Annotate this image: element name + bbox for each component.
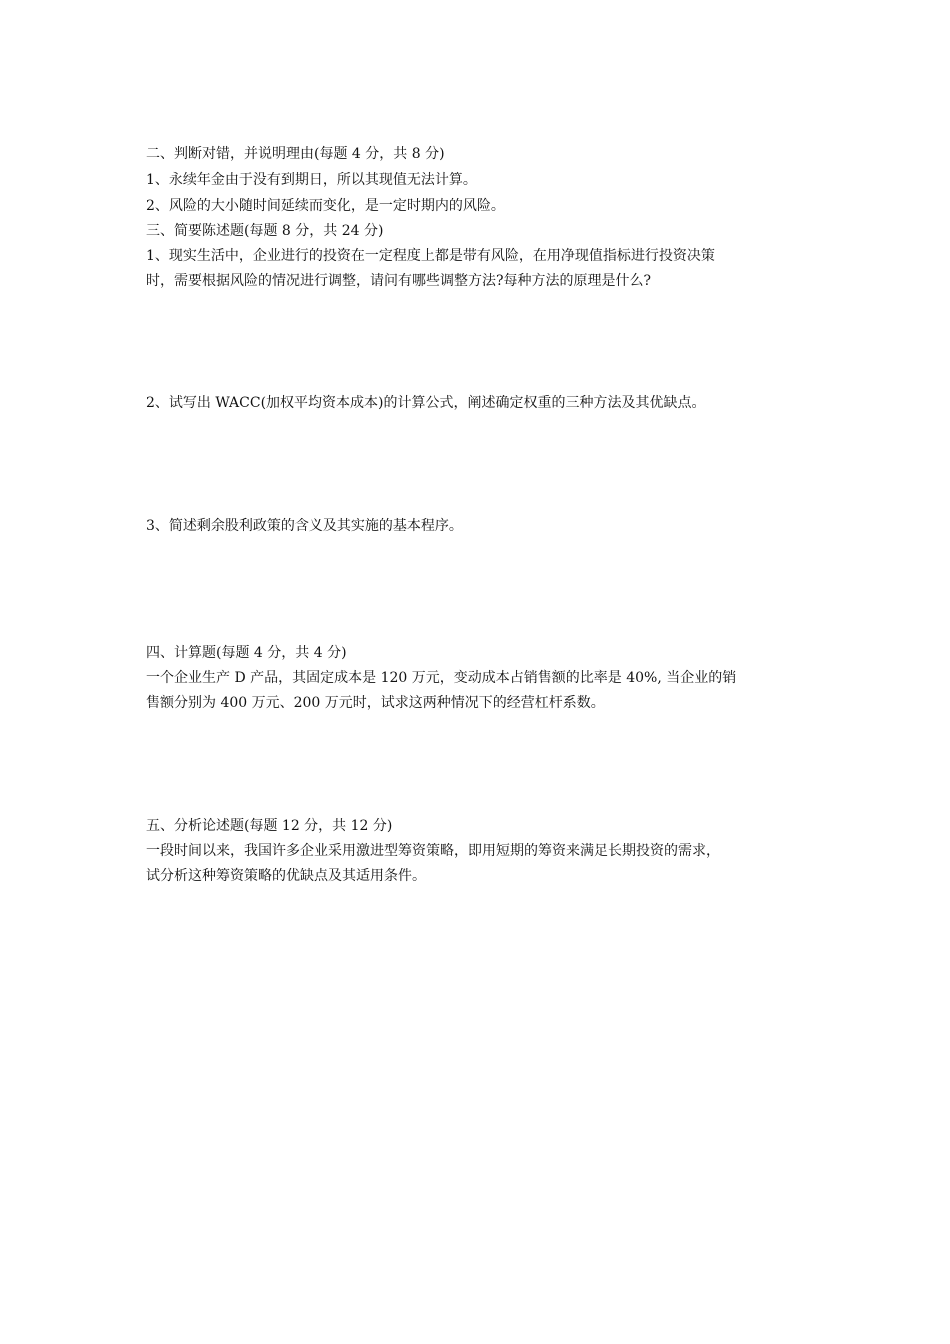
section-5-question-1-line-1: 一段时间以来，我国许多企业采用激进型筹资策略，即用短期的筹资来满足长期投资的需求， [146, 843, 720, 859]
section-2-heading: 二、判断对错，并说明理由(每题 4 分，共 8 分) [146, 146, 445, 162]
section-4-question-1-line-1: 一个企业生产 D 产品，其固定成本是 120 万元，变动成本占销售额的比率是 40%, 当企业的销 [146, 670, 737, 686]
section-3-question-1-line-1: 1、现实生活中，企业进行的投资在一定程度上都是带有风险，在用净现值指标进行投资决策 [146, 248, 715, 264]
section-3-heading: 三、简要陈述题(每题 8 分，共 24 分) [146, 223, 384, 239]
section-3-question-3: 3、简述剩余股利政策的含义及其实施的基本程序。 [146, 518, 463, 534]
section-4-question-1-line-2: 售额分别为 400 万元、200 万元时，试求这两种情况下的经营杠杆系数。 [146, 695, 605, 711]
section-3-question-1-line-2: 时，需要根据风险的情况进行调整，请问有哪些调整方法?每种方法的原理是什么? [146, 273, 652, 289]
section-5-heading: 五、分析论述题(每题 12 分，共 12 分) [146, 818, 393, 834]
section-2-question-2: 2、风险的大小随时间延续而变化，是一定时期内的风险。 [146, 198, 505, 214]
section-3-question-2: 2、试写出 WACC(加权平均资本成本)的计算公式，阐述确定权重的三种方法及其优缺点。 [146, 395, 706, 411]
section-2-question-1: 1、永续年金由于没有到期日，所以其现值无法计算。 [146, 172, 477, 188]
section-4-heading: 四、计算题(每题 4 分，共 4 分) [146, 645, 347, 661]
section-5-question-1-line-2: 试分析这种筹资策略的优缺点及其适用条件。 [146, 868, 426, 884]
